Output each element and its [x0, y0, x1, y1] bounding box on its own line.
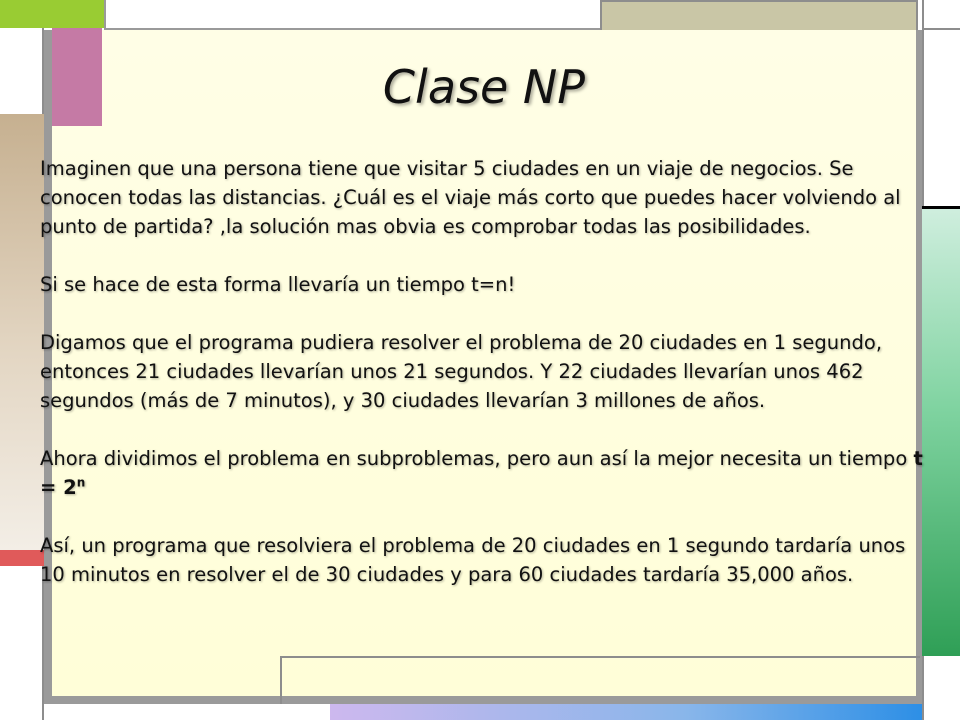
decorative-pink-block — [52, 28, 102, 126]
paragraph-factorial-time: Si se hace de esta forma llevaría un tiempo t=n! — [40, 273, 516, 296]
slide-body — [40, 154, 934, 589]
decorative-white-block — [922, 656, 960, 720]
decorative-frame-line — [280, 656, 920, 658]
paragraph-tsp-intro: Imaginen que una persona tiene que visitar 5 ciudades en un viaje de negocios. Se conocen todas las distancias. ¿Cuál es el viaje más corto que puedes hacer volviendo al punto de partida? ,la solución mas obvia es comprobar todas las posibilidades. — [40, 157, 901, 238]
decorative-frame-line — [104, 0, 600, 30]
decorative-white-block — [0, 28, 44, 114]
slide-title: Clase NP — [382, 60, 586, 114]
decorative-red-block — [0, 550, 44, 566]
formula-exponent: n — [76, 475, 86, 490]
paragraph-subproblems-text: Ahora dividimos el problema en subproblemas, pero aun así la mejor necesita un tiempo — [40, 447, 914, 470]
slide-panel — [40, 30, 923, 704]
decorative-white-block — [0, 566, 44, 720]
paragraph-subproblems — [40, 444, 934, 502]
decorative-white-block — [922, 0, 960, 30]
decorative-lavender-gradient-bar — [330, 704, 922, 720]
decorative-frame-line — [280, 656, 282, 704]
decorative-tan-gradient-bar — [0, 114, 44, 550]
paragraph-conclusion: Así, un programa que resolviera el problema de 20 ciudades en 1 segundo tardaría unos 10 minutos en resolver el de 30 ciudades y para 60 ciudades tardaría 35,000 años. — [40, 534, 906, 586]
paragraph-growth-example: Digamos que el programa pudiera resolver el problema de 20 ciudades en 1 segundo, entonces 21 ciudades llevarían unos 21 segundos. Y 22 ciudades llevarían unos 462 segundos (más de 7 minutos), y 30 ciudades llevarían 3 millones de años. — [40, 331, 883, 412]
decorative-white-block — [44, 704, 330, 720]
decorative-green-block — [0, 0, 104, 28]
formula-base: t = 2 — [40, 447, 923, 499]
